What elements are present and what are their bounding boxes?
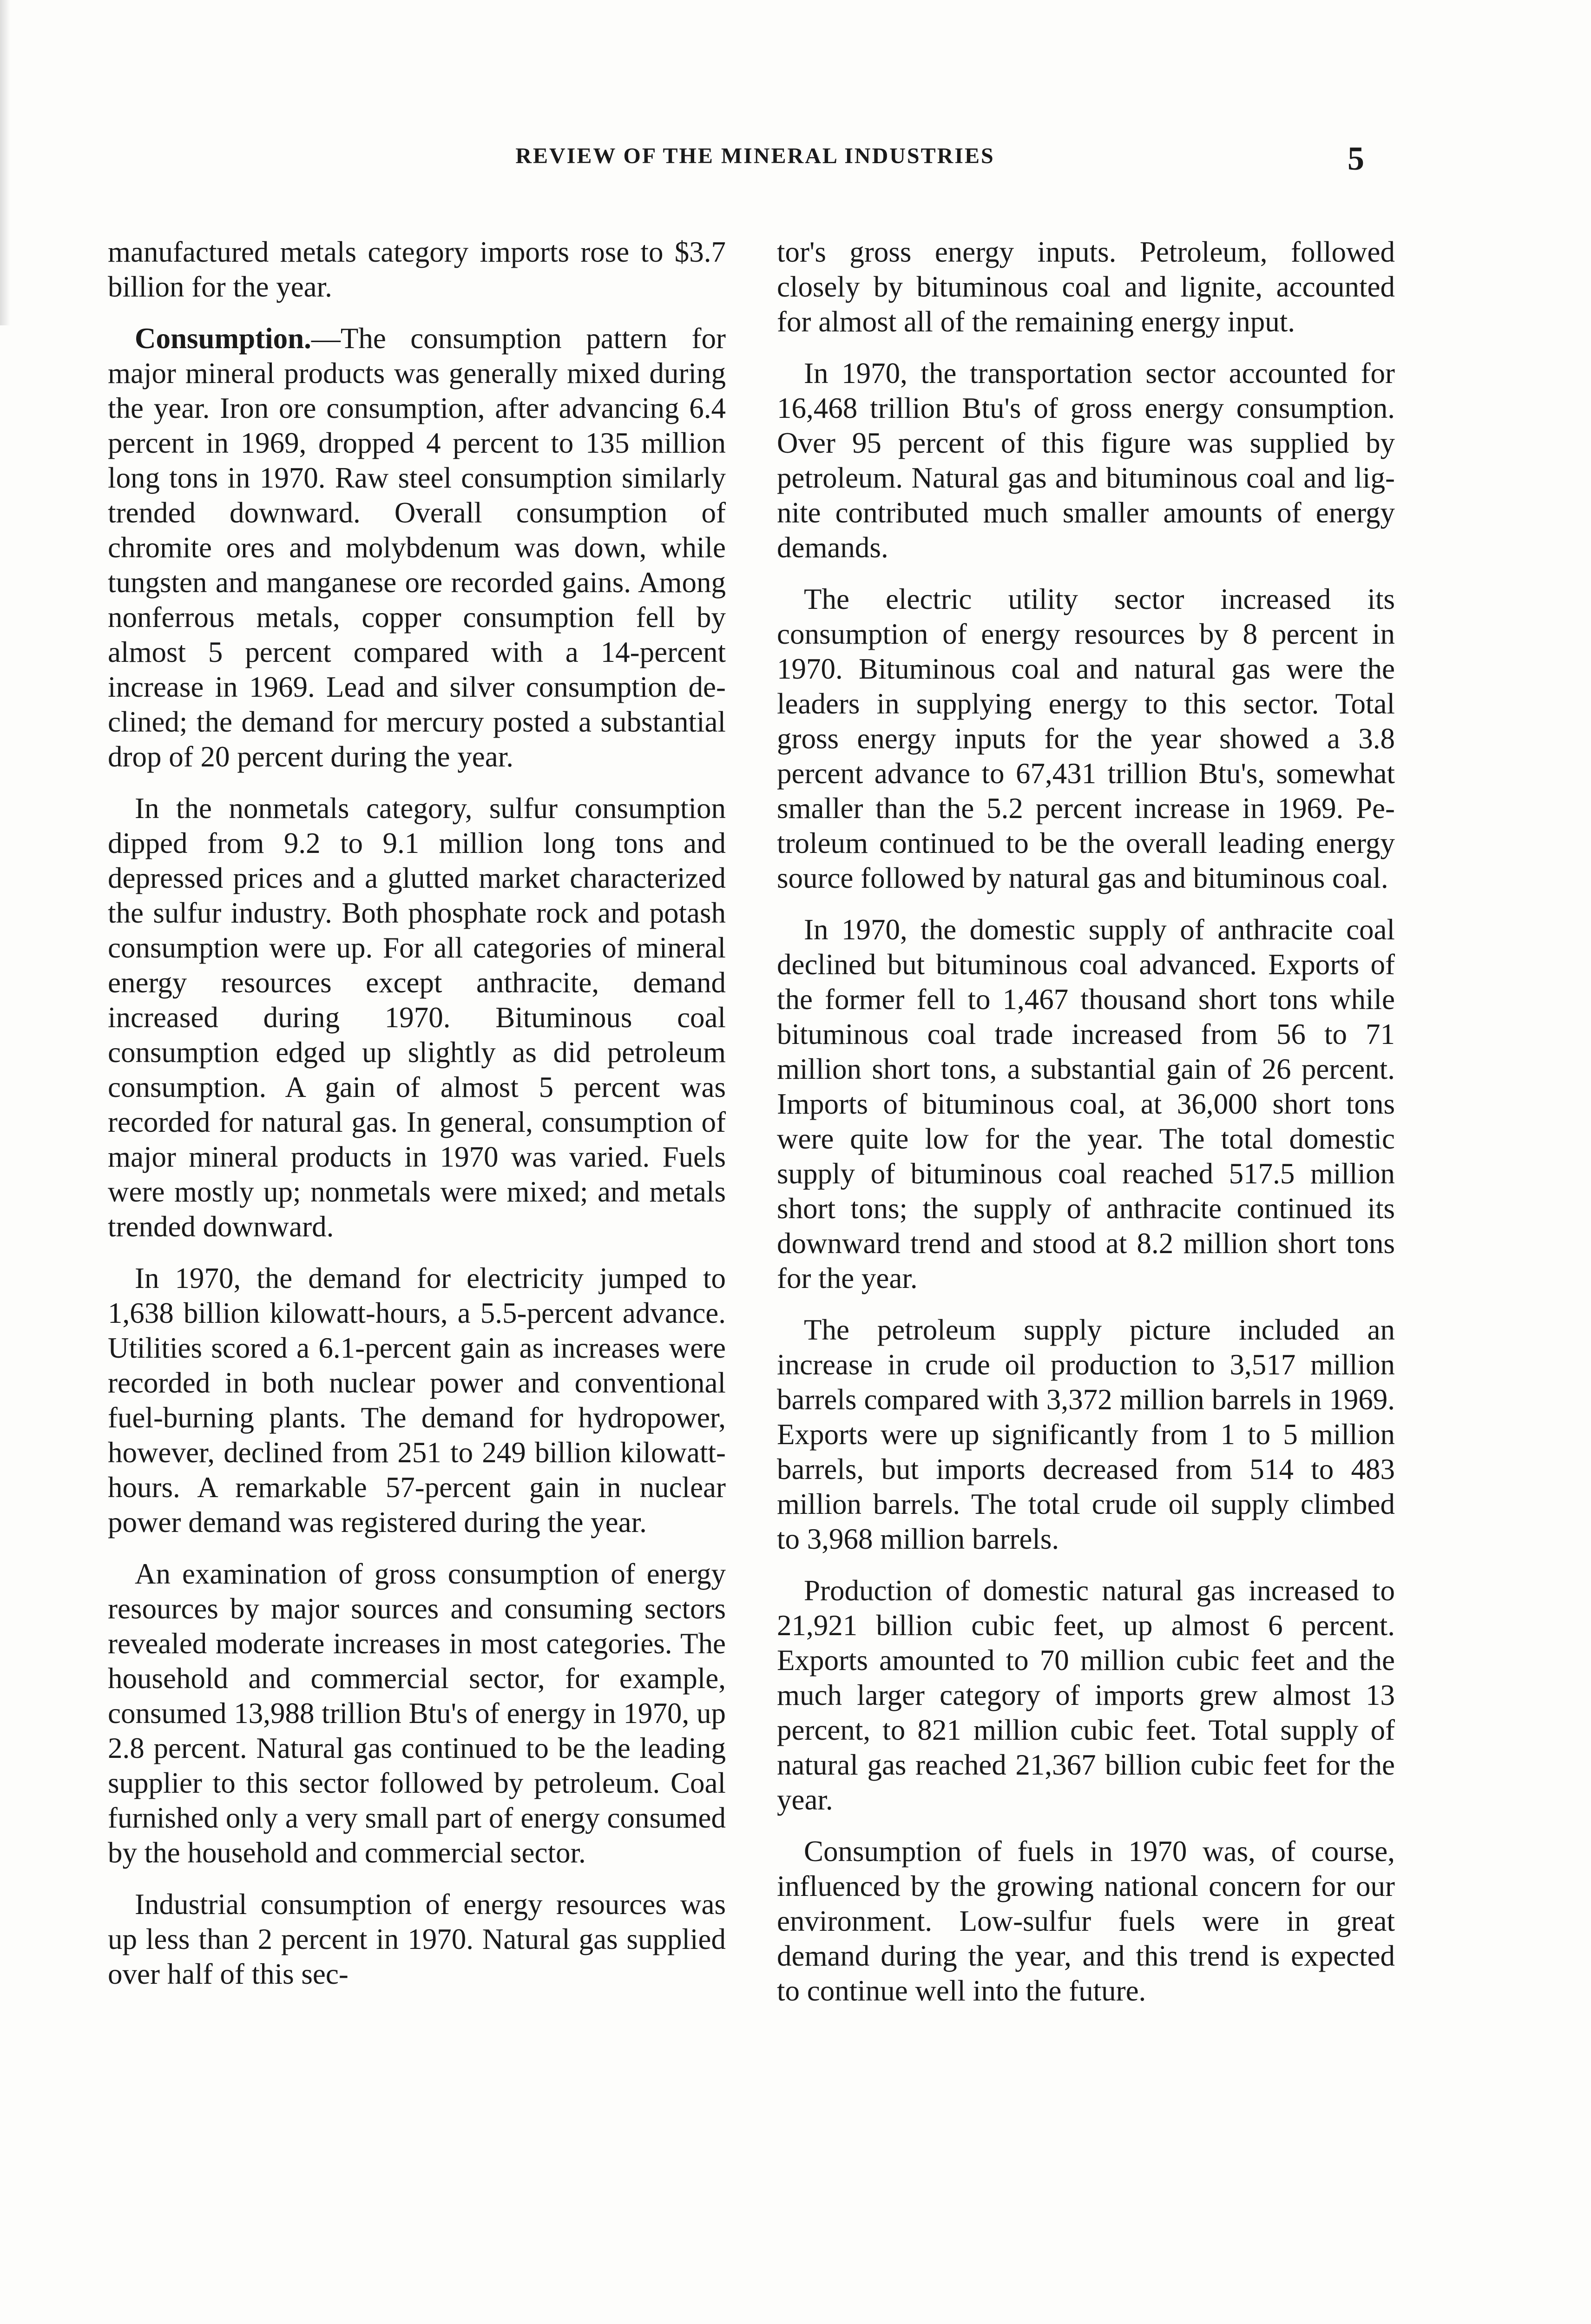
paragraph: Production of domestic natural gas increased to 21,921 billion cubic feet, up almost 6 percent. Exports amounted to 70 million cubic feet and the much larger category of imports grew almost 13 percent, to 821 million cubic feet. Total supply of natural gas reached 21,367 billion cubic feet for the year. xyxy=(777,1574,1395,1816)
scan-edge-shadow xyxy=(0,0,10,325)
section-heading: Consumption. xyxy=(135,322,311,355)
paragraph: In 1970, the transportation sector accounted for 16,468 trillion Btu's of gross energy consumption. Over 95 percent of this figure was supplied by petroleum. Natural gas and bituminous coal and lignite contributed much smaller amounts of energy demands. xyxy=(777,357,1395,564)
page-number: 5 xyxy=(1348,140,1364,177)
paragraph: An examination of gross consumption of energy resources by major sources and consuming sectors revealed moderate increases in most categories. The household and commercial sector, for example, consumed 13,988 trillion Btu's of energy in 1970, up 2.8 percent. Natural gas continued to be the leading supplier to this sector followed by petroleum. Coal furnished only a very small part of energy consumed by the household and commercial sector. xyxy=(108,1558,726,1869)
paragraph-body: —The consumption pattern for major mineral products was generally mixed during the year. Iron ore consumption, after advancing 6.4 percent in 1969, dropped 4 percent to 135 million long tons in 1970. Raw steel consumption similarly trended downward. Overall consumption of chromite ores and molybdenum was down, while tungsten and manganese ore recorded gains. Among nonferrous metals, copper consumption fell by almost 5 percent compared with a 14-percent increase in 1969. Lead and silver consumption declined; the demand for mercury posted a substantial drop of 20 percent during the year. xyxy=(108,322,726,773)
paragraph: Industrial consumption of energy resources was up less than 2 percent in 1970. Natural gas supplied over half of this sec- xyxy=(108,1888,726,1990)
right-column xyxy=(777,235,1395,2008)
paragraph-consumption xyxy=(108,321,726,774)
paragraph: In the nonmetals category, sulfur consumption dipped from 9.2 to 9.1 million long tons and depressed prices and a glutted market characterized the sulfur industry. Both phosphate rock and potash consumption were up. For all categories of mineral energy resources except anthracite, demand increased during 1970. Bituminous coal consumption edged up slightly as did petroleum consumption. A gain of almost 5 percent was recorded for natural gas. In general, consumption of major mineral products in 1970 was varied. Fuels were mostly up; nonmetals were mixed; and metals trended downward. xyxy=(108,792,726,1243)
paragraph: In 1970, the demand for electricity jumped to 1,638 billion kilowatt-hours, a 5.5-percent advance. Utilities scored a 6.1-percent gain as increases were recorded in both nuclear power and conventional fuel-burning plants. The demand for hydropower, however, declined from 251 to 249 billion kilowatt-hours. A remarkable 57-percent gain in nuclear power demand was registered during the year. xyxy=(108,1262,726,1538)
paragraph: manufactured metals category imports rose to $3.7 billion for the year. xyxy=(108,236,726,303)
left-column xyxy=(108,235,726,1992)
paragraph: In 1970, the domestic supply of anthracite coal declined but bituminous coal advanced. Exports of the former fell to 1,467 thousand short tons while bituminous coal trade increased from 56 to 71 million short tons, a substantial gain of 26 percent. Imports of bituminous coal, at 36,000 short tons were quite low for the year. The total domestic supply of bituminous coal reached 517.5 million short tons; the supply of anthracite continued its downward trend and stood at 8.2 million short tons for the year. xyxy=(777,913,1395,1294)
paragraph: The electric utility sector increased its consumption of energy resources by 8 percent in 1970. Bituminous coal and natural gas were the leaders in supplying energy to this sector. Total gross energy inputs for the year showed a 3.8 percent advance to 67,431 trillion Btu's, somewhat smaller than the 5.2 percent increase in 1969. Petroleum continued to be the overall leading energy source followed by natural gas and bituminous coal. xyxy=(777,583,1395,894)
paragraph: Consumption of fuels in 1970 was, of course, influenced by the growing national concern for our environment. Low-sulfur fuels were in great demand during the year, and this trend is expected to continue well into the future. xyxy=(777,1835,1395,2007)
paragraph: tor's gross energy inputs. Petroleum, followed closely by bituminous coal and lignite, accounted for almost all of the remaining energy input. xyxy=(777,236,1395,338)
running-title: REVIEW OF THE MINERAL INDUSTRIES xyxy=(515,144,995,168)
paragraph: The petroleum supply picture included an increase in crude oil production to 3,517 million barrels compared with 3,372 million barrels in 1969. Exports were up significantly from 1 to 5 million barrels, but imports decreased from 514 to 483 million barrels. The total crude oil supply climbed to 3,968 million barrels. xyxy=(777,1314,1395,1555)
